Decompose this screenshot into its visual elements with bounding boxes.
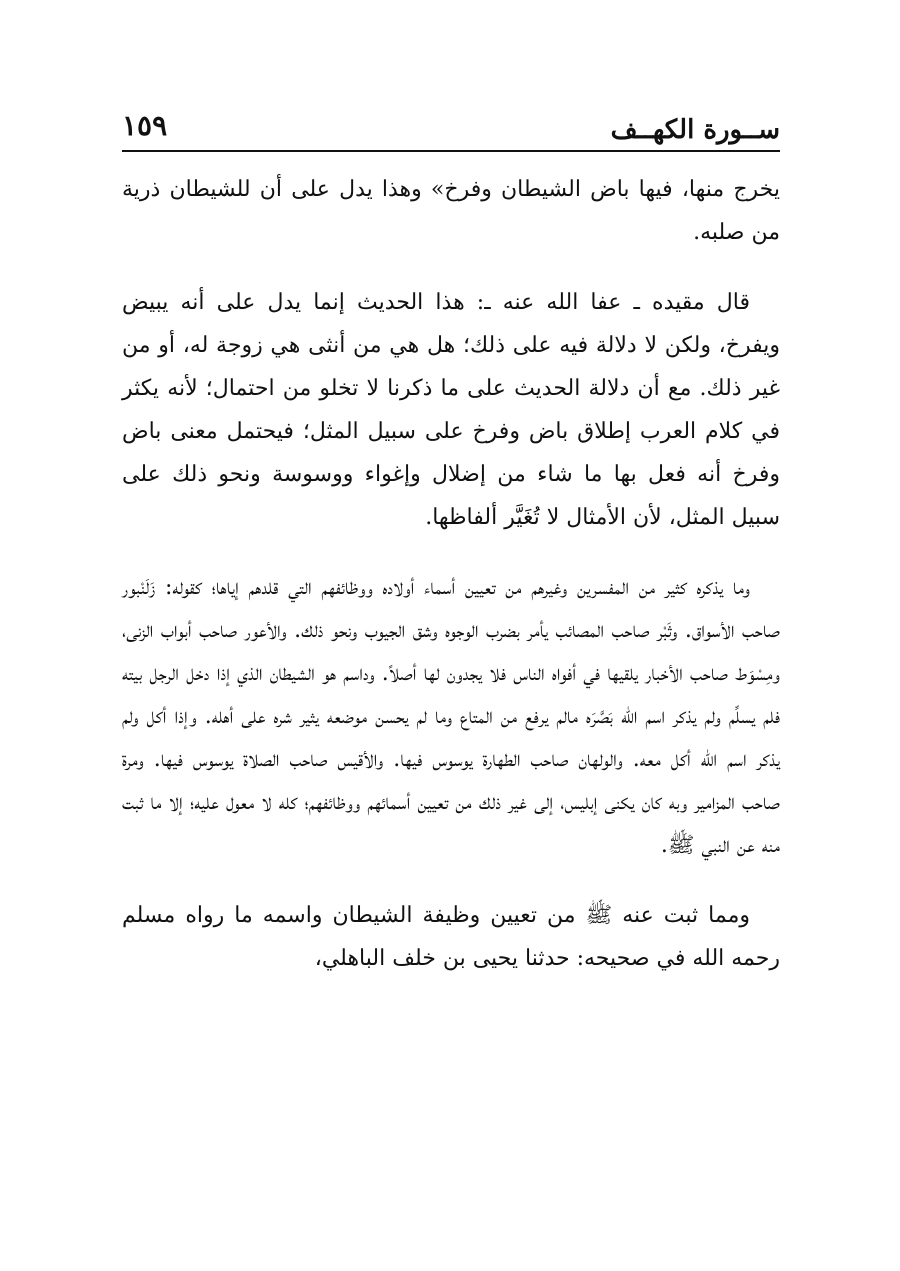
- surah-title: ســورة الكهــف: [610, 115, 780, 145]
- paragraph-3: وما يذكره كثير من المفسرين وغيرهم من تعيين أسماء أولاده ووظائفهم التي قلدهم إياها؛ كقوله: زَلَنْبور صاحب الأسواق. وثَبْر صاحب المصائب يأمر بضرب الوجوه وشق الجيوب ونحو ذلك. والأعور صاحب أبواب الزنى، ومِسْوَط صاحب الأخبار يلقيها في أفواه الناس فلا يجدون لها أصلاً. وداسم هو الشيطان الذي إذا دخل الرجل بيته فلم يسلِّم ولم يذكر اسم الله بَصَّرَه مالم يرفع من المتاع وما لم يحسن موضعه يثير شره على أهله. وإذا أكل ولم يذكر اسم الله أكل معه. والولهان صاحب الطهارة يوسوس فيها. والأقيس صاحب الصلاة يوسوس فيها. ومرة صاحب المزامير وبه كان يكنى إبليس، إلى غير ذلك من تعيين أسمائهم ووظائفهم؛ كله لا معول عليه؛ إلا ما ثبت منه عن النبي ﷺ.: [122, 575, 780, 858]
- body-text: [122, 168, 780, 980]
- page-number: ١٥٩: [122, 109, 168, 142]
- paragraph-4: ومما ثبت عنه ﷺ من تعيين وظيفة الشيطان واسمه ما رواه مسلم رحمه الله في صحيحه: حدثنا يحيى بن خلف الباهلي،: [122, 903, 780, 971]
- header-divider: [122, 150, 780, 152]
- page-header: [122, 108, 780, 152]
- paragraph-1: يخرج منها، فيها باض الشيطان وفرخ» وهذا يدل على أن للشيطان ذرية من صلبه.: [122, 177, 780, 245]
- paragraph-2: قال مقيده ـ عفا الله عنه ـ: هذا الحديث إنما يدل على أنه يبيض ويفرخ، ولكن لا دلالة فيه على ذلك؛ هل هي من أنثى هي زوجة له، أو من غير ذلك. مع أن دلالة الحديث على ما ذكرنا لا تخلو من احتمال؛ لأنه يكثر في كلام العرب إطلاق باض وفرخ على سبيل المثل؛ فيحتمل معنى باض وفرخ أنه فعل بها ما شاء من إضلال وإغواء ووسوسة ونحو ذلك على سبيل المثل، لأن الأمثال لا تُغَيَّر ألفاظها.: [122, 290, 780, 530]
